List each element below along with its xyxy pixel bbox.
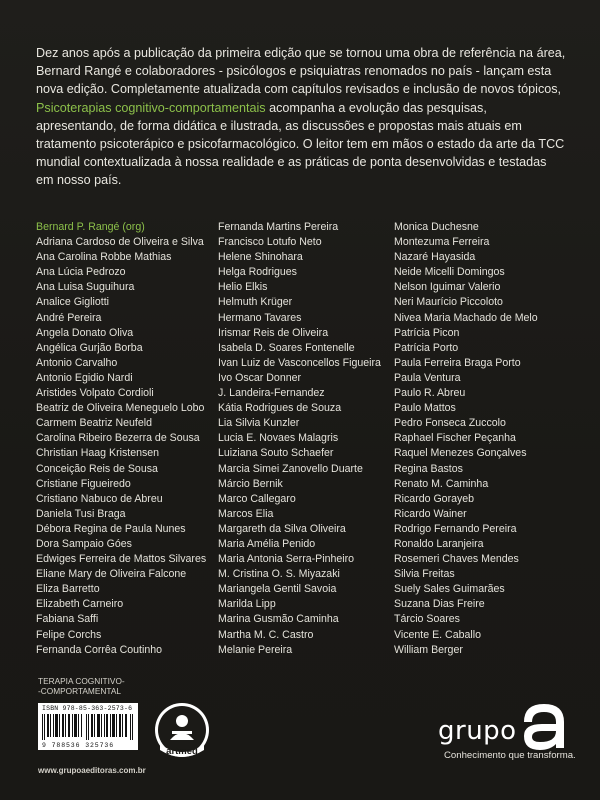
grupo-a-logo — [438, 700, 578, 770]
contributor-name: Monica Duchesne — [394, 221, 479, 233]
contributor-name: Paulo R. Abreu — [394, 387, 466, 400]
barcode-bars-icon — [42, 714, 134, 740]
contributor-name: Suely Sales Guimarães — [394, 583, 505, 596]
contributor-name: Tárcio Soares — [394, 613, 460, 626]
contributor-name: Fernanda Martins Pereira — [218, 221, 339, 233]
contributor-name: Marilda Lipp — [218, 598, 276, 611]
contributor-name: Vicente E. Caballo — [394, 628, 481, 641]
contributor-name: Helene Shinohara — [218, 251, 303, 264]
contributor-name: Maria Antonia Serra-Pinheiro — [218, 553, 355, 566]
description-text-part1: Dez anos após a publicação da primeira edição que se tornou uma obra de referência na área, Bernard Rangé e colaboradores - psicólogos e psiquiatras renomados no país - lançam esta nova edição. Completamente atualizada com capítulos revisados e inclusão de novos tópicos, — [36, 46, 566, 97]
contributor-name: Rodrigo Fernando Pereira — [394, 522, 517, 535]
contributor-name: Melanie Pereira — [218, 643, 293, 656]
category-label — [38, 676, 125, 696]
contributor-name: Nazaré Hayasida — [394, 251, 476, 264]
contributor-name: Marcia Simei Zanovello Duarte — [218, 462, 363, 475]
contributor-name: M. Cristina O. S. Miyazaki — [218, 568, 340, 581]
contributor-name: Fabiana Saffi — [36, 613, 99, 626]
contributor-name: Felipe Corchs — [36, 628, 102, 641]
contributor-name: Marcos Elia — [218, 507, 274, 520]
contributor-name: J. Landeira-Fernandez — [218, 387, 325, 400]
contributor-name: Montezuma Ferreira — [394, 236, 490, 249]
contributor-name: Ricardo Wainer — [394, 507, 467, 520]
contributor-name: Ronaldo Laranjeira — [394, 537, 484, 550]
contributor-name: Beatriz de Oliveira Meneguelo Lobo — [36, 402, 205, 415]
category-line-2: -COMPORTAMENTAL — [38, 686, 121, 696]
category-line-1: TERAPIA COGNITIVO- — [38, 676, 125, 686]
contributor-name: Adriana Cardoso de Oliveira e Silva — [36, 236, 204, 249]
contributor-name: Conceição Reis de Sousa — [36, 462, 158, 475]
contributor-name: Ana Lúcia Pedrozo — [36, 266, 126, 279]
contributor-name: Mariangela Gentil Savoia — [218, 583, 337, 596]
contributor-name: Analice Gigliotti — [36, 296, 110, 309]
contributor-name: Marco Callegaro — [218, 492, 296, 505]
contributor-name: Dora Sampaio Góes — [36, 537, 132, 550]
contributor-name: Regina Bastos — [394, 462, 463, 475]
isbn-text: ISBN 978-85-363-2573-6 — [42, 705, 133, 712]
contributors-column-3 — [394, 220, 538, 658]
contributor-name: Christian Haag Kristensen — [36, 447, 160, 460]
contributors-list — [36, 220, 576, 656]
contributor-name: Eliane Mary de Oliveira Falcone — [36, 568, 187, 581]
contributor-name: Helmuth Krüger — [218, 296, 293, 309]
contributor-name: Angélica Gurjão Borba — [36, 341, 143, 354]
contributor-name: Eliza Barretto — [36, 583, 100, 596]
contributor-name: Helio Elkis — [218, 281, 268, 294]
contributor-name: Aristides Volpato Cordioli — [36, 387, 154, 400]
contributor-name: Edwiges Ferreira de Mattos Silvares — [36, 553, 207, 566]
contributors-column-2 — [218, 220, 381, 658]
contributor-name: Raphael Fischer Peçanha — [394, 432, 516, 445]
contributor-name: Márcio Bernik — [218, 477, 283, 490]
contributor-name: Martha M. C. Castro — [218, 628, 314, 641]
contributor-name: Lucia E. Novaes Malagris — [218, 432, 339, 445]
grupo-a-letter-icon — [518, 700, 576, 752]
contributor-name: Ricardo Gorayeb — [394, 492, 475, 505]
contributor-name: Nivea Maria Machado de Melo — [394, 311, 538, 324]
contributor-name: Paula Ventura — [394, 371, 461, 384]
publisher-url: www.grupoaeditoras.com.br — [38, 766, 146, 775]
contributor-name: Ivo Oscar Donner — [218, 371, 302, 384]
contributor-name: Débora Regina de Paula Nunes — [36, 522, 186, 535]
contributor-name: Marina Gusmão Caminha — [218, 613, 339, 626]
contributor-name: Carolina Ribeiro Bezerra de Sousa — [36, 432, 200, 445]
contributor-name: Neri Maurício Piccoloto — [394, 296, 503, 309]
contributor-name: Margareth da Silva Oliveira — [218, 522, 346, 535]
contributor-name: Neide Micelli Domingos — [394, 266, 505, 279]
contributor-name: Patrícia Porto — [394, 341, 459, 354]
contributor-name: Lia Silvia Kunzler — [218, 417, 300, 430]
contributor-name: William Berger — [394, 643, 463, 656]
barcode — [38, 703, 138, 750]
contributor-name: Paulo Mattos — [394, 402, 456, 415]
contributor-name: Francisco Lotufo Neto — [218, 236, 322, 249]
book-title-highlight: Psicoterapias cognitivo-comportamentais — [36, 100, 266, 115]
contributor-name: Patrícia Picon — [394, 326, 460, 339]
contributor-name: Angela Donato Oliva — [36, 326, 134, 339]
contributor-name: Kátia Rodrigues de Souza — [218, 402, 342, 415]
contributor-name: Isabela D. Soares Fontenelle — [218, 341, 355, 354]
contributor-name: Ivan Luiz de Vasconcellos Figueira — [218, 356, 381, 369]
contributors-column-1-items — [36, 235, 206, 658]
contributor-name: Carmem Beatriz Neufeld — [36, 417, 152, 430]
contributor-name: Cristiane Figueiredo — [36, 477, 131, 490]
contributor-name: Silvia Freitas — [394, 568, 455, 581]
contributor-name: Suzana Dias Freire — [394, 598, 485, 611]
contributor-name: Paula Ferreira Braga Porto — [394, 356, 521, 369]
contributor-name: Cristiano Nabuco de Abreu — [36, 492, 163, 505]
contributor-name: Pedro Fonseca Zuccolo — [394, 417, 506, 430]
contributors-column-1 — [36, 220, 206, 658]
contributor-name: Rosemeri Chaves Mendes — [394, 553, 519, 566]
contributor-name: Antonio Carvalho — [36, 356, 118, 369]
contributor-name: Fernanda Corrêa Coutinho — [36, 643, 163, 656]
book-description — [36, 44, 566, 190]
grupo-wordmark: grupo — [438, 716, 517, 746]
contributor-name: Elizabeth Carneiro — [36, 598, 124, 611]
contributor-name: Renato M. Caminha — [394, 477, 489, 490]
artmed-logo — [152, 700, 212, 762]
contributor-name: Daniela Tusi Braga — [36, 507, 126, 520]
contributor-name: Hermano Tavares — [218, 311, 302, 324]
organizer-name: Bernard P. Rangé (org) — [36, 221, 145, 233]
contributor-name: Irismar Reis de Oliveira — [218, 326, 329, 339]
description-text-part2: acompanha a evolução das pesquisas, apresentando, de forma didática e ilustrada, as discussões e propostas mais atuais em tratamento psicoterápico e psicofarmacológico. O leitor tem em mãos o estado da arte da TCC mundial contextualizada à nossa realidade e as práticas de ponta desenvolvidas e testadas em nosso país. — [36, 100, 565, 188]
contributor-name: Luiziana Souto Schaefer — [218, 447, 334, 460]
contributor-name: Raquel Menezes Gonçalves — [394, 447, 527, 460]
contributor-name: Maria Amélia Penido — [218, 537, 316, 550]
grupo-tagline: Conhecimento que transforma. — [444, 750, 576, 761]
artmed-label: artmed — [166, 746, 198, 757]
contributor-name: Ana Carolina Robbe Mathias — [36, 251, 172, 264]
contributor-name: Ana Luisa Suguihura — [36, 281, 135, 294]
contributor-name: André Pereira — [36, 311, 102, 324]
barcode-number: 9 788536 325736 — [42, 742, 115, 749]
contributor-name: Antonio Egidio Nardi — [36, 371, 133, 384]
contributor-name: Nelson Iguimar Valerio — [394, 281, 501, 294]
contributor-name: Helga Rodrigues — [218, 266, 297, 279]
